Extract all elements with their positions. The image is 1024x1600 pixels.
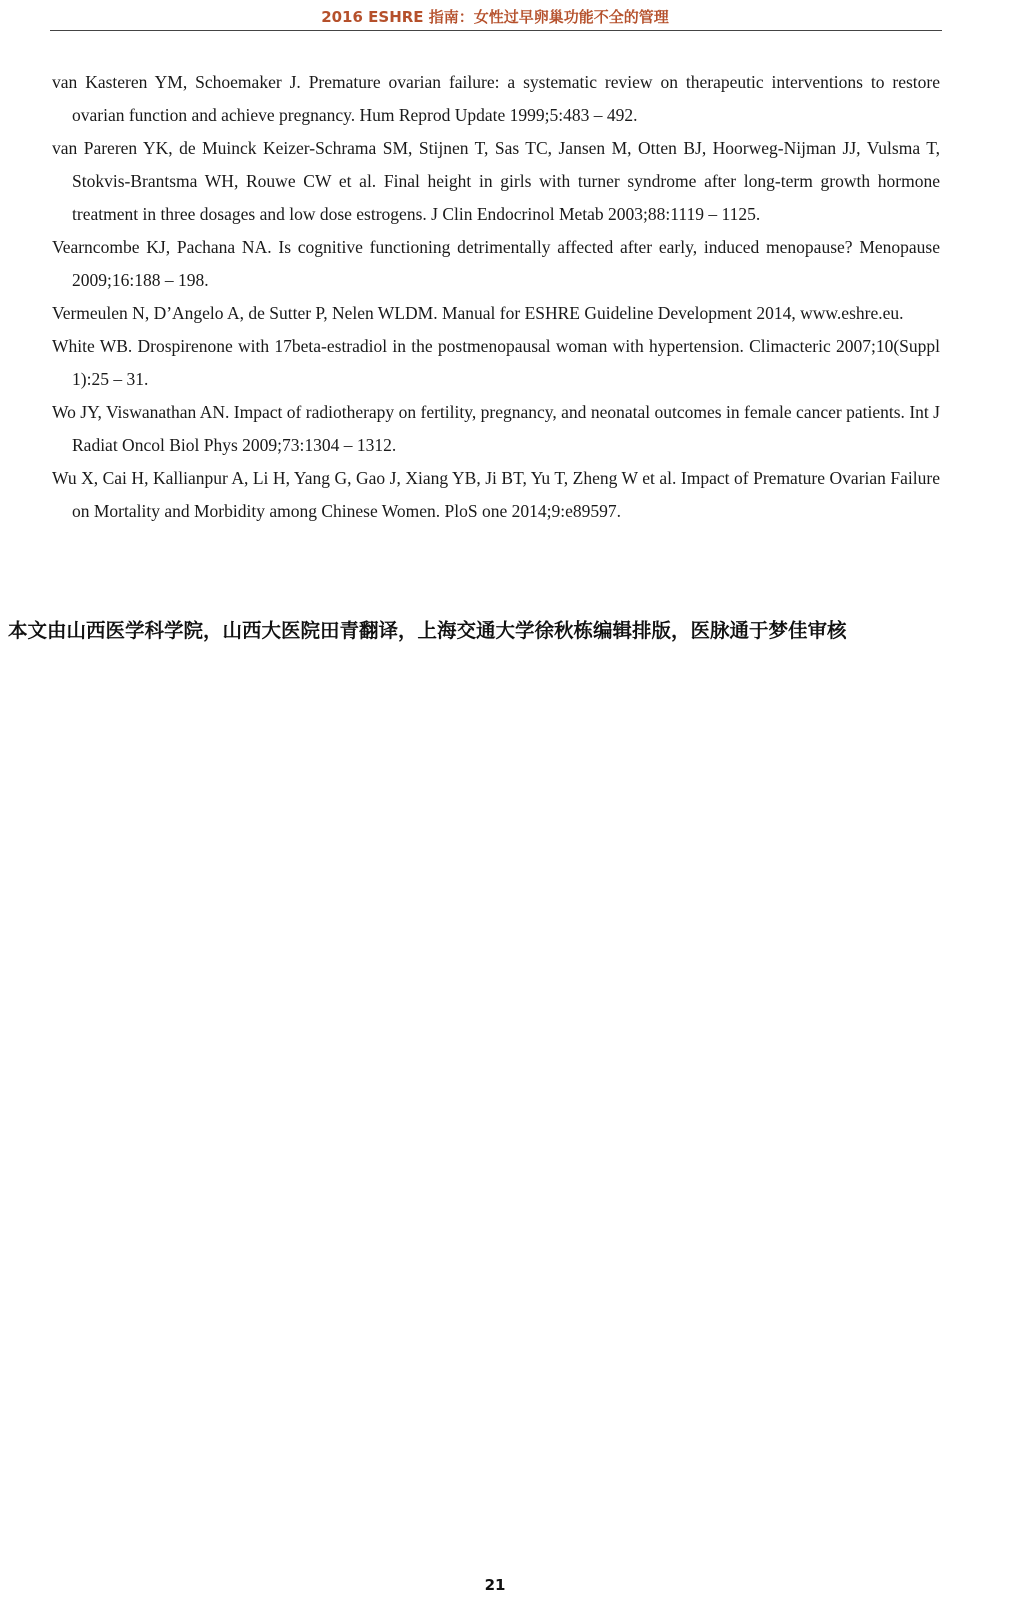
reference-list (52, 66, 940, 528)
reference-item: van Kasteren YM, Schoemaker J. Premature ovarian failure: a systematic review on therapeutic interventions to restore ovarian function and achieve pregnancy. Hum Reprod Update 1999;5:483 – 492. (52, 72, 940, 125)
page-header-title: 2016 ESHRE 指南：女性过早卵巢功能不全的管理 (321, 8, 669, 26)
reference-item: Vermeulen N, D’Angelo A, de Sutter P, Nelen WLDM. Manual for ESHRE Guideline Development 2014, www.eshre.eu. (52, 303, 904, 323)
reference-item: Vearncombe KJ, Pachana NA. Is cognitive functioning detrimentally affected after early, induced menopause? Menopause 2009;16:188 – 198. (52, 237, 940, 290)
page-number: 21 (484, 1576, 506, 1594)
header-divider (50, 30, 942, 31)
reference-item: van Pareren YK, de Muinck Keizer-Schrama SM, Stijnen T, Sas TC, Jansen M, Otten BJ, Hoorweg-Nijman JJ, Vulsma T, Stokvis-Brantsma WH, Rouwe CW et al. Final height in girls with turner syndrome after long-term growth hormone treatment in three dosages and low dose estrogens. J Clin Endocrinol Metab 2003;88:1119 – 1125. (52, 138, 940, 224)
translation-credit: 本文由山西医学科学院，山西大医院田青翻译，上海交通大学徐秋栋编辑排版，医脉通于梦佳审核 (8, 619, 847, 642)
reference-item: White WB. Drospirenone with 17beta-estradiol in the postmenopausal woman with hypertension. Climacteric 2007;10(Suppl 1):25 – 31. (52, 336, 940, 389)
reference-item: Wo JY, Viswanathan AN. Impact of radiotherapy on fertility, pregnancy, and neonatal outcomes in female cancer patients. Int J Radiat Oncol Biol Phys 2009;73:1304 – 1312. (52, 402, 940, 455)
reference-item: Wu X, Cai H, Kallianpur A, Li H, Yang G, Gao J, Xiang YB, Ji BT, Yu T, Zheng W et al. Impact of Premature Ovarian Failure on Mortality and Morbidity among Chinese Women. PloS one 2014;9:e89597. (52, 468, 940, 521)
